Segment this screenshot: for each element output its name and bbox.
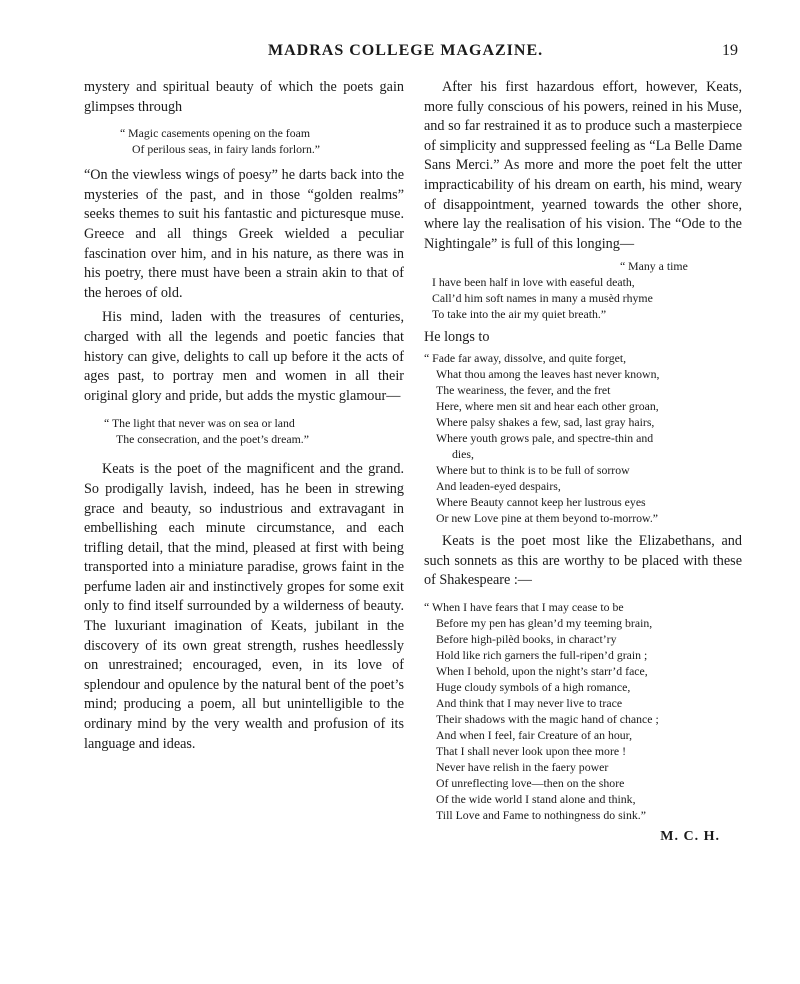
verse-line: Or new Love pine at them beyond to-morrow.” [436, 510, 658, 525]
verse-line: Where Beauty cannot keep her lustrous eyes [436, 494, 646, 509]
verse-line: Never have relish in the faery power [436, 759, 609, 774]
verse-line: When I behold, upon the night’s starr’d face, [436, 663, 648, 678]
verse-quote [120, 125, 404, 157]
author-signature: M. C. H. [660, 828, 720, 844]
verse-line: Of perilous seas, in fairy lands forlorn.” [132, 142, 321, 157]
verse-line: Here, where men sit and hear each other groan, [436, 398, 659, 413]
verse-line: Their shadows with the magic hand of chance ; [436, 711, 659, 726]
running-title: MADRAS COLLEGE MAGAZINE. [268, 42, 544, 59]
verse-quote [424, 599, 742, 823]
paragraph: Keats is the poet most like the Elizabethans, and such sonnets as this are worthy to be placed with these of Shakespeare :— [424, 532, 742, 589]
verse-line: Huge cloudy symbols of a high romance, [436, 679, 631, 694]
left-column [84, 78, 404, 754]
verse-line: “ When I have fears that I may cease to be [424, 599, 624, 614]
verse-quote [424, 350, 742, 526]
verse-line: The consecration, and the poet’s dream.” [116, 432, 309, 447]
verse-line: Hold like rich garners the full-ripen’d grain ; [436, 647, 648, 662]
verse-line: Before high-pilèd books, in charact’ry [436, 631, 617, 646]
paragraph: Keats is the poet of the magnificent and the grand. So prodigally lavish, indeed, has he been in strewing grace and beauty, so industrious and extravagant in embellishing each minute circumstance, and each trifling detail, that the mind, pleased at first with being transported into a miniature paradise, grows faint in the perfume laden air and instinctively gropes for some exit only to find itself surrounded by a wilderness of beauty. The luxuriant imagination of Keats, jubilant in the discovery of its own great strength, rushes heedlessly on unrestrained; encouraged, even, in its love of splendour and opulence by the natural bent of the poet’s mind; producing a poem, all but unintelligible to the ordinary mind by the very wealth and profusion of its language and ideas. [84, 461, 404, 752]
verse-line: That I shall never look upon thee more ! [436, 743, 627, 758]
paragraph: His mind, laden with the treasures of centuries, charged with all the legends and poetic fancies that history can give, delights to call up before it the acts of ages past, to portray men and women in all their original glory and pride, but adds the mystic glamour— [84, 309, 404, 404]
verse-line: And leaden-eyed despairs, [436, 478, 561, 493]
verse-line: dies, [452, 446, 474, 461]
verse-line: And when I feel, fair Creature of an hour, [436, 727, 633, 742]
verse-line: Of unreflecting love—then on the shore [436, 775, 625, 790]
verse-line: I have been half in love with easeful death, [432, 275, 635, 290]
verse-line: To take into the air my quiet breath.” [432, 307, 607, 322]
verse-line: Call’d him soft names in many a musèd rhyme [432, 291, 653, 306]
verse-line: “ Magic casements opening on the foam [120, 126, 311, 141]
paragraph: mystery and spiritual beauty of which the poets gain glimpses through [84, 79, 404, 115]
paragraph: He longs to [424, 329, 490, 346]
verse-quote [104, 415, 404, 447]
verse-line: “ Fade far away, dissolve, and quite forget, [424, 350, 627, 365]
verse-line: The weariness, the fever, and the fret [436, 382, 611, 397]
verse-line: “ The light that never was on sea or land [104, 416, 295, 431]
verse-line: Where but to think is to be full of sorrow [436, 462, 630, 477]
verse-line: “ Many a time [620, 259, 688, 274]
verse-line: What thou among the leaves hast never known, [436, 366, 660, 381]
right-column [424, 78, 742, 845]
verse-quote [432, 258, 742, 322]
page-number: 19 [722, 42, 738, 59]
verse-line: Where palsy shakes a few, sad, last gray hairs, [436, 414, 655, 429]
verse-line: Where youth grows pale, and spectre-thin and [436, 430, 654, 445]
verse-line: Before my pen has glean’d my teeming brain, [436, 615, 653, 630]
verse-line: And think that I may never live to trace [436, 695, 623, 710]
verse-line: Of the wide world I stand alone and think, [436, 791, 636, 806]
paragraph: After his first hazardous effort, however, Keats, more fully conscious of his powers, reined in his Muse, and so far restrained it as to produce such a masterpiece of simplicity and suppressed feeling as “La Belle Dame Sans Merci.” As more and more the poet felt the utter impracticability of his dream on earth, his mind, weary of disappointment, yearned towards the other shore, where lay the realisation of his vision. The “Ode to the Nightingale” is full of this longing— [424, 79, 742, 252]
page-header [0, 42, 800, 66]
paragraph: “On the viewless wings of poesy” he darts back into the mysteries of the past, and in those “golden realms” seeks themes to suit his fantastic and picturesque muse. Greece and all things Greek wielded a peculiar fascination over him, and in his nature, as there was in his poetry, there must have been a strain akin to that of the heroes of old. [84, 167, 404, 301]
verse-line: Till Love and Fame to nothingness do sink.” [436, 807, 646, 822]
